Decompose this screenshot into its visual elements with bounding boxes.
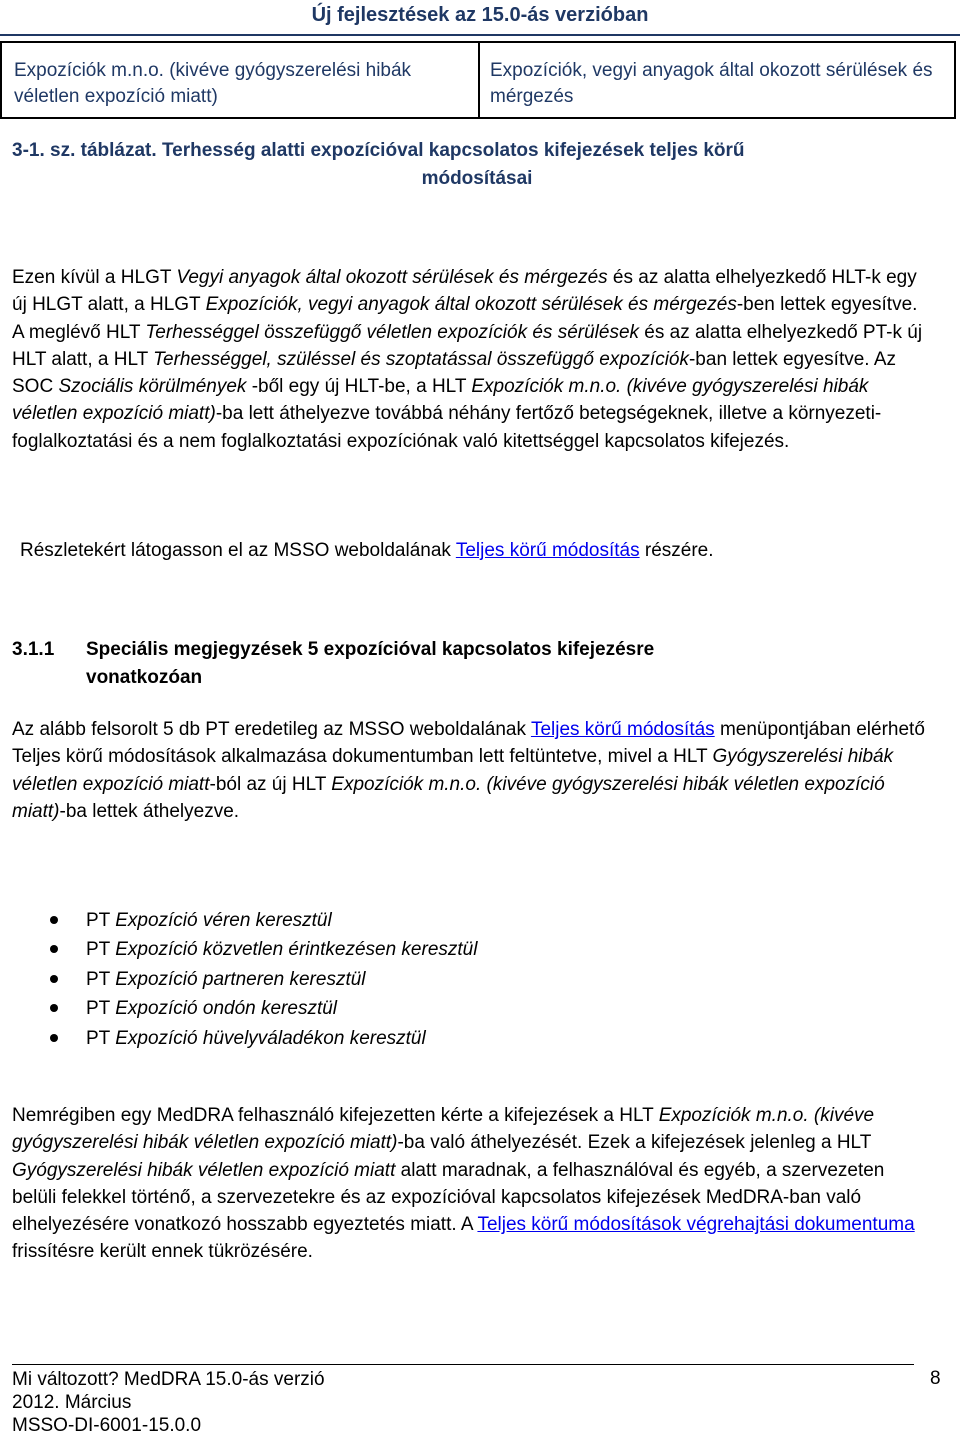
text-span: részére. [639,540,714,561]
footer-date: 2012. Március [12,1392,132,1413]
bullet-icon [50,945,58,953]
paragraph-pt-list-intro [12,716,932,825]
term-hlt: Gyógyszerelési hibák véletlen expozíció miatt [12,746,894,795]
text-span: Ezen kívül a HLGT [12,267,177,288]
pt-term: Expozíció véren keresztül [115,910,332,931]
footer-document-title: Mi változott? MedDRA 15.0-ás verzió [12,1369,325,1390]
link-full-modification[interactable]: Teljes körű módosítás [455,540,640,561]
paragraph-hlgt-merge [12,264,932,455]
table-caption-title: Terhesség alatti expozícióval kapcsolatos kifejezések teljes körű [161,140,745,161]
pt-prefix: PT [86,968,116,990]
table-caption-label: 3-1. sz. táblázat. [12,140,157,161]
section-heading [12,636,932,692]
list-item [50,994,870,1023]
text-span: -ba lett áthelyezve továbbá néhány fertőző betegségeknek, illetve a környezeti-foglalkoztatási és a nem foglalkoztatási expozíciónak való kitettséggel kapcsolatos kifejezés. [12,403,882,452]
bullet-icon [50,975,58,983]
link-full-modification[interactable]: Teljes körű módosítás [530,719,715,740]
text-span: -ba lettek áthelyezve. [59,800,240,822]
list-item [50,935,870,964]
pt-term: Expozíció közvetlen érintkezésen keresztül [115,939,478,961]
text-span: -ből egy új HLT-be, a HLT [246,376,472,398]
term-hlt: Expozíciók m.n.o. (kivéve gyógyszerelési hibák véletlen expozíció miatt) [12,773,885,822]
text-span: -ban lettek egyesítve. Az SOC [12,348,896,398]
term-hlt: Terhességgel összefüggő véletlen expozíciók és sérülések [145,321,640,343]
text-span: menüpontjában elérhető Teljes körű módosítások alkalmazása dokumentumban lett feltüntetve, mivel a HLT [12,719,925,768]
term-hlt: Terhességgel, szüléssel és szoptatással összefüggő expozíciók [153,348,689,370]
table-caption-title-line2: módosításai [421,168,533,189]
page-number: 8 [930,1368,941,1389]
section-title: Speciális megjegyzések 5 expozícióval kapcsolatos kifejezésre [86,639,655,660]
bullet-icon [50,1004,58,1012]
pt-bullet-list [50,906,870,1053]
pt-term: Expozíció partneren keresztül [115,968,366,990]
text-span: -ba való áthelyezését. Ezek a kifejezések jelenleg a HLT [397,1132,871,1154]
pt-prefix: PT [86,998,116,1020]
table-cell-left: Expozíciók m.n.o. (kivéve gyógyszerelési hibák véletlen expozíció miatt) [14,60,412,107]
text-span: Nemrégiben egy MedDRA felhasználó kifejezetten kérte a kifejezések a HLT [12,1105,659,1126]
text-span: frissítésre került ennek tükrözésére. [12,1241,313,1263]
hierarchy-table [0,41,956,119]
term-hlt: Expozíciók m.n.o. (kivéve gyógyszerelési hibák véletlen expozíció miatt) [12,1105,875,1154]
section-title-line2: vonatkozóan [86,667,203,688]
link-implementation-document[interactable]: Teljes körű módosítások végrehajtási dokumentuma [477,1214,915,1236]
term-hlt: Expozíciók m.n.o. (kivéve gyógyszerelési hibák véletlen expozíció miatt) [12,376,869,425]
pt-prefix: PT [86,910,116,931]
section-heading-line1 [12,636,932,664]
running-header-title: Új fejlesztések az 15.0-ás verzióban [311,4,649,26]
bullet-icon [50,916,58,924]
footer-divider [12,1364,914,1365]
pt-term: Expozíció ondón keresztül [115,998,338,1020]
bullet-icon [50,1034,58,1042]
text-span: -ben lettek egyesítve. A meglévő HLT [12,294,918,343]
text-span: és az alatta elhelyezkedő HLT-k egy új HLGT alatt, a HLGT [12,267,917,316]
section-number: 3.1.1 [12,639,55,660]
pt-term: Expozíció hüvelyváladékon keresztül [115,1027,426,1049]
pt-prefix: PT [86,939,116,961]
footer-document-id: MSSO-DI-6001-15.0.0 [12,1415,202,1436]
table-caption [12,137,942,193]
text-span: Részletekért látogasson el az MSSO weboldalának [20,540,456,561]
paragraph-details [20,537,940,564]
header-divider [0,34,960,36]
footer [12,1368,325,1437]
text-span: -ból az új HLT [209,773,332,795]
paragraph-user-request [12,1102,932,1266]
term-hlgt: Vegyi anyagok által okozott sérülések és mérgezés [176,267,608,288]
term-hlgt: Expozíciók, vegyi anyagok által okozott sérülések és mérgezés [205,294,737,316]
list-item [50,906,870,935]
text-span: és az alatta elhelyezkedő PT-k új HLT alatt, a HLT [12,321,923,370]
pt-prefix: PT [86,1027,116,1049]
term-soc: Szociális körülmények [58,376,247,398]
list-item [50,1024,870,1053]
term-hlt: Gyógyszerelési hibák véletlen expozíció miatt [12,1159,396,1181]
list-item [50,965,870,994]
text-span: Az alább felsorolt 5 db PT eredetileg az MSSO weboldalának [12,719,531,740]
table-cell-right: Expozíciók, vegyi anyagok által okozott sérülések és mérgezés [478,43,954,117]
table-caption-line1 [12,137,942,165]
text-span: alatt maradnak, a felhasználóval és egyéb, a szervezeten belüli felekkel történő, a szervezetekre és az expozícióval kapcsolatos kifejezések MedDRA-ban való elhelyezésére vonatkozó hosszabb egyeztetés miatt. A [12,1159,885,1236]
